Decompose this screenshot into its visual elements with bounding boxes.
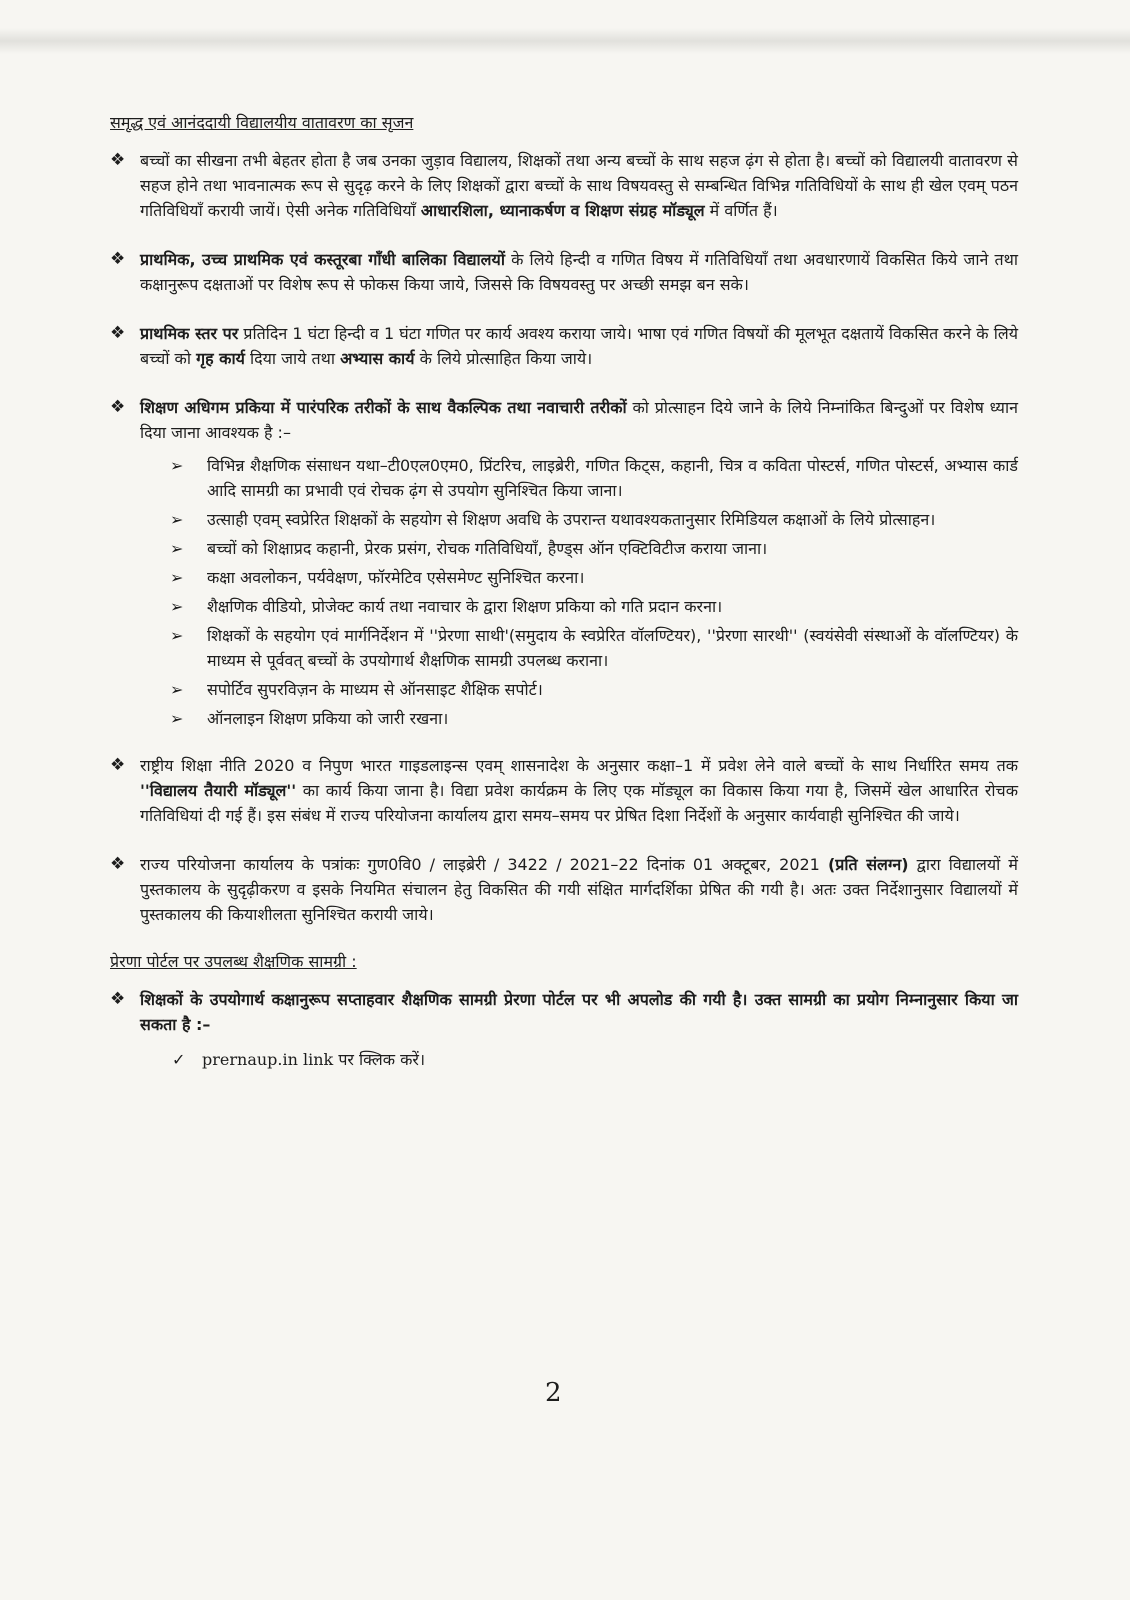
diamond-bullet-icon: ❖ — [110, 755, 126, 775]
list-item: ➢ सपोर्टिव सुपरविज़न के माध्यम से ऑनसाइट शैक्षिक सपोर्ट। — [170, 677, 1018, 702]
checkmark-icon: ✓ — [172, 1050, 186, 1069]
list-item: ➢ बच्चों को शिक्षाप्रद कहानी, प्रेरक प्रसंग, रोचक गतिविधियाँ, हैण्ड्स ऑन एक्टिविटीज कराया जाना। — [170, 536, 1018, 561]
diamond-bullet-icon: ❖ — [110, 249, 126, 269]
arrow-bullet-icon: ➢ — [170, 568, 184, 587]
diamond-bullet-icon: ❖ — [110, 323, 126, 343]
bullet-paragraph-teaching-methods: ❖ शिक्षण अधिगम प्रकिया में पारंपरिक तरीकों के साथ वैकल्पिक तथा नवाचारी तरीकों को प्रोत्साहन दिये जाने के लिये निम्नांकित बिन्दुओं पर विशेष ध्यान दिया जाना आवश्यक है :– — [110, 397, 1018, 442]
list-item: ➢ विभिन्न शैक्षणिक संसाधन यथा–टी0एल0एम0, प्रिंटरिच, लाइब्रेरी, गणित किट्स, कहानी, चित्र व कविता पोस्टर्स, गणित पोस्टर्स, अभ्यास कार्ड आदि सामग्री का प्रभावी एवं रोचक ढ़ंग से उपयोग सुनिश्चित किया जाना। — [170, 453, 1018, 503]
portal-link[interactable]: prernaup.in link — [202, 1050, 334, 1069]
bullet-paragraph-learning: ❖ बच्चों का सीखना तभी बेहतर होता है जब उनका जुड़ाव विद्यालय, शिक्षकों तथा अन्य बच्चों के साथ सहज ढ़ंग से होता है। बच्चों को विद्यालयी वातावरण से सहज होने तथा भावनात्मक रूप से सुदृढ़ करने के लिए शिक्षकों द्वारा बच्चों के साथ विषयवस्तु से सम्बन्धित विभिन्न गतिविधियों के साथ ही खेल एवम् पठन गतिविधियाँ करायी जायें। ऐसी अनेक गतिविधियाँ आधारशिला, ध्यानाकर्षण व शिक्षण संग्रह मॉड्यूल में वर्णित हैं। — [110, 150, 1018, 220]
list-item: ➢ उत्साही एवम् स्वप्रेरित शिक्षकों के सहयोग से शिक्षण अवधि के उपरान्त यथावश्यकतानुसार रिमिडियल कक्षाओं के लिये प्रोत्साहन। — [170, 507, 1018, 532]
list-item: ➢ कक्षा अवलोकन, पर्यवेक्षण, फॉरमेटिव एसेसमेण्ट सुनिश्चित करना। — [170, 565, 1018, 590]
arrow-bullet-icon: ➢ — [170, 626, 184, 645]
checklist-item: ✓ prernaup.in link पर क्लिक करें। — [172, 1047, 1018, 1072]
arrow-bullet-icon: ➢ — [170, 680, 184, 699]
arrow-bullet-icon: ➢ — [170, 456, 184, 475]
list-item: ➢ शैक्षणिक वीडियो, प्रोजेक्ट कार्य तथा नवाचार के द्वारा शिक्षण प्रकिया को गति प्रदान करना। — [170, 594, 1018, 619]
bullet-paragraph-library: ❖ राज्य परियोजना कार्यालय के पत्रांकः गुण0वि0 / लाइब्रेरी / 3422 / 2021–22 दिनांक 01 अक्टूबर, 2021 (प्रति संलग्न) द्वारा विद्यालयों में पुस्तकालय के सुदृढ़ीकरण व इसके नियमित संचालन हेतु विकसित की गयी संक्षित मार्गदर्शिका प्रेषित की गयी है। अतः उक्त निर्देशानुसार विद्यालयों में पुस्तकालय की कियाशीलता सुनिश्चित करायी जाये। — [110, 854, 1018, 924]
diamond-bullet-icon: ❖ — [110, 150, 126, 170]
list-item: ➢ ऑनलाइन शिक्षण प्रकिया को जारी रखना। — [170, 706, 1018, 731]
sub-point-list — [110, 453, 1018, 731]
arrow-bullet-icon: ➢ — [170, 510, 184, 529]
page-number: 2 — [545, 1378, 562, 1408]
diamond-bullet-icon: ❖ — [110, 989, 126, 1009]
section-heading-environment: समृद्ध एवं आनंददायी विद्यालयीय वातावरण का सृजन — [110, 113, 414, 132]
bullet-paragraph-schools: ❖ प्राथमिक, उच्च प्राथमिक एवं कस्तूरबा गाँधी बालिका विद्यालयों के लिये हिन्दी व गणित विषय में गतिविधियाँ तथा अवधारणायें विकसित किये जाने तथा कक्षानुरूप दक्षताओं पर विशेष रूप से फोकस किया जाये, जिससे कि विषयवस्तु पर अच्छी समझ बन सके। — [110, 249, 1018, 294]
bullet-paragraph-portal-material: ❖ शिक्षकों के उपयोगार्थ कक्षानुरूप सप्ताहवार शैक्षणिक सामग्री प्रेरणा पोर्टल पर भी अपलोड की गयी है। उक्त सामग्री का प्रयोग निम्नानुसार किया जा सकता है :– — [110, 989, 1018, 1034]
arrow-bullet-icon: ➢ — [170, 539, 184, 558]
diamond-bullet-icon: ❖ — [110, 854, 126, 874]
section-heading-prerna-portal: प्रेरणा पोर्टल पर उपलब्ध शैक्षणिक सामग्री : — [110, 952, 357, 971]
bullet-paragraph-nep-2020: ❖ राष्ट्रीय शिक्षा नीति 2020 व निपुण भारत गाइडलाइन्स एवम् शासनादेश के अनुसार कक्षा–1 में प्रवेश लेने वाले बच्चों के साथ निर्धारित समय तक ''विद्यालय तैयारी मॉड्यूल'' का कार्य किया जाना है। विद्या प्रवेश कार्यक्रम के लिए एक मॉड्यूल का विकास किया गया है, जिसमें खेल आधारित रोचक गतिविधियां दी गई हैं। इस संबंध में राज्य परियोजना कार्यालय द्वारा समय–समय पर प्रेषित दिशा निर्देशों के अनुसार कार्यवाही सुनिश्चित की जाये। — [110, 755, 1019, 825]
arrow-bullet-icon: ➢ — [170, 709, 184, 728]
bullet-paragraph-primary-level: ❖ प्राथमिक स्तर पर प्रतिदिन 1 घंटा हिन्दी व 1 घंटा गणित पर कार्य अवश्य कराया जाये। भाषा एवं गणित विषयों की मूलभूत दक्षतायें विकसित करने के लिये बच्चों को गृह कार्य दिया जाये तथा अभ्यास कार्य के लिये प्रोत्साहित किया जाये। — [110, 323, 1018, 368]
diamond-bullet-icon: ❖ — [110, 397, 126, 417]
list-item: ➢ शिक्षकों के सहयोग एवं मार्गनिर्देशन में ''प्रेरणा साथी'(समुदाय के स्वप्रेरित वॉलण्टियर), ''प्रेरणा सारथी'' (स्वयंसेवी संस्थाओं के वॉलण्टियर) के माध्यम से पूर्ववत् बच्चों के उपयोगार्थ शैक्षणिक सामग्री उपलब्ध कराना। — [170, 623, 1018, 673]
arrow-bullet-icon: ➢ — [170, 597, 184, 616]
